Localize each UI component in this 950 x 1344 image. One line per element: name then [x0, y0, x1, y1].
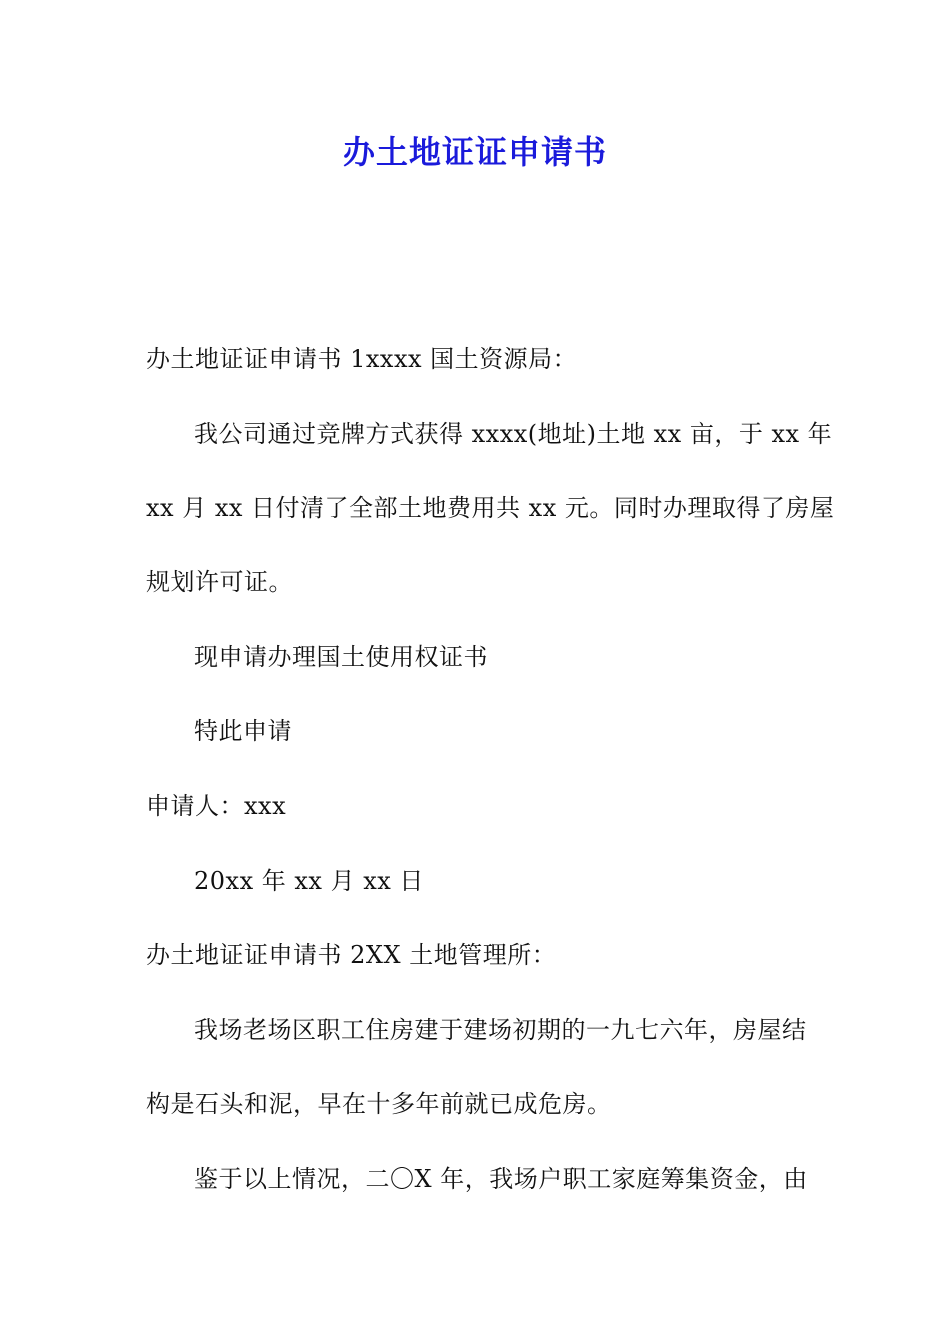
letter-1-body-line: 我公司通过竞牌方式获得 xxxx(地址)土地 xx 亩，于 xx 年: [194, 420, 833, 448]
letter-1-body-line: xx 月 xx 日付清了全部土地费用共 xx 元。同时办理取得了房屋: [146, 494, 835, 522]
letter-2-body-line: 鉴于以上情况，二〇X 年，我场户职工家庭筹集资金，由: [194, 1165, 808, 1193]
letter-1-date: 20xx 年 xx 月 xx 日: [194, 867, 424, 895]
letter-1-request: 现申请办理国土使用权证书: [194, 643, 488, 671]
letter-2-body-line: 构是石头和泥，早在十多年前就已成危房。: [146, 1090, 612, 1118]
letter-1-salutation: 办土地证证申请书 1xxxx 国土资源局：: [146, 345, 578, 373]
letter-1-body-line: 规划许可证。: [146, 568, 293, 596]
letter-1-applicant: 申请人：xxx: [146, 792, 287, 820]
letter-1-closing: 特此申请: [194, 717, 292, 745]
document-title: 办土地证证申请书: [342, 133, 607, 171]
letter-2-salutation: 办土地证证申请书 2XX 土地管理所：: [146, 941, 557, 969]
letter-2-body-line: 我场老场区职工住房建于建场初期的一九七六年，房屋结: [194, 1016, 807, 1044]
